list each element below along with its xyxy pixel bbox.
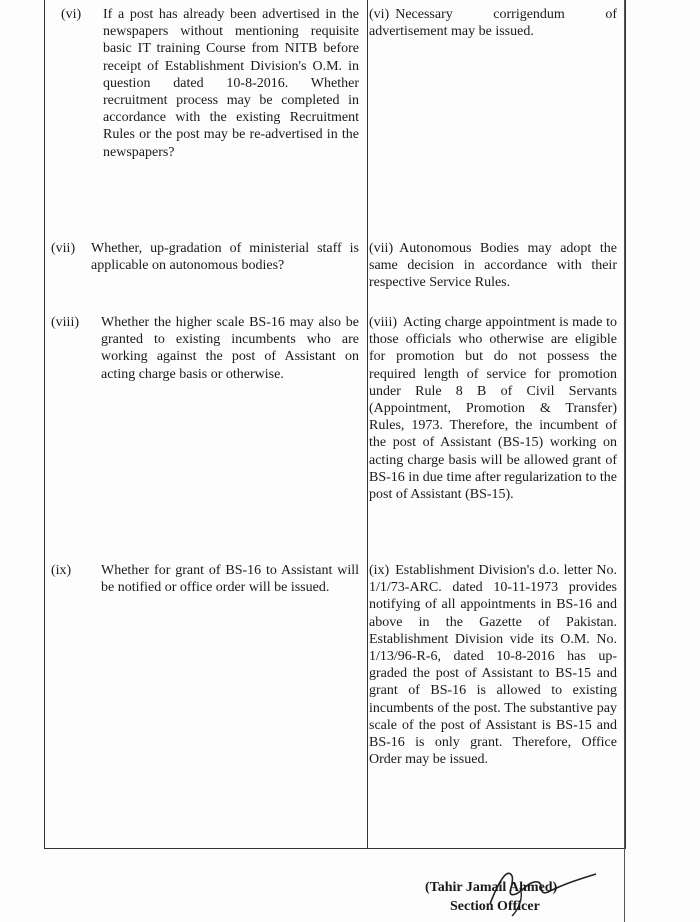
answer-text: Acting charge appointment is made to those officials who otherwise are eligible for promotion but do not possess the required length of service for promotion under Rule 8 B of Civil Servants (Appointment, Promotion & Transfer) Rules, 1973. Therefore, the incumbent of the post of Assistant (BS-15) working on acting charge basis will be allowed grant of BS-16 in due time after regularization to the post of Assistant (BS-15). (369, 315, 617, 503)
answer-cell (369, 314, 617, 503)
answer-cell (369, 240, 617, 292)
answer-number: (vii) (369, 241, 394, 256)
question-text: Whether, up-gradation of ministerial staff is applicable on autonomous bodies? (91, 241, 359, 274)
answer-number: (viii) (369, 315, 397, 330)
answer-cell (369, 6, 617, 40)
column-divider (367, 0, 368, 848)
answer-number: (ix) (369, 563, 390, 578)
page-edge-line (624, 0, 625, 922)
answer-text: Establishment Division's d.o. letter No. 1/1/73-ARC. dated 10-11-1973 provides notifying of all appointments in BS-16 and above in the Gazette of Pakistan. Establishment Division vide its O.M. No. 1/13/96-R-6, dated 10-8-2016 has up-graded the post of Assistant to BS-15 and grant of BS-16 is allowed to existing incumbents of the post. The substantive pay scale of the post of Assistant is BS-15 and BS-16 is only grant. Therefore, Office Order may be issued. (369, 563, 617, 768)
signatory-name: (Tahir Jamail Ahmed) (425, 880, 558, 895)
answer-text: Necessary corrigendum of advertisement may be issued. (369, 7, 617, 40)
answer-cell (369, 562, 617, 768)
answer-text: Autonomous Bodies may adopt the same decision in accordance with their respective Service Rules. (369, 241, 617, 291)
qa-table (44, 0, 626, 849)
question-text: Whether for grant of BS-16 to Assistant will be notified or office order will be issued. (101, 563, 359, 596)
question-text: Whether the higher scale BS-16 may also be granted to existing incumbents who are working against the post of Assistant on acting charge basis or otherwise. (101, 315, 359, 382)
question-number: (vi) (61, 7, 82, 22)
question-text: If a post has already been advertised in the newspapers without mentioning requisite basic IT training Course from NITB before receipt of Establishment Division's O.M. in question dated 10-8-2016. Whether recruitment process may be completed in accordance with the existing Recruitment Rules or the post may be re-advertised in the newspapers? (103, 7, 359, 160)
signatory-title: Section Officer (450, 899, 540, 914)
question-number: (ix) (51, 563, 72, 578)
question-number: (vii) (51, 241, 76, 256)
answer-number: (vi) (369, 7, 390, 22)
question-number: (viii) (51, 315, 79, 330)
